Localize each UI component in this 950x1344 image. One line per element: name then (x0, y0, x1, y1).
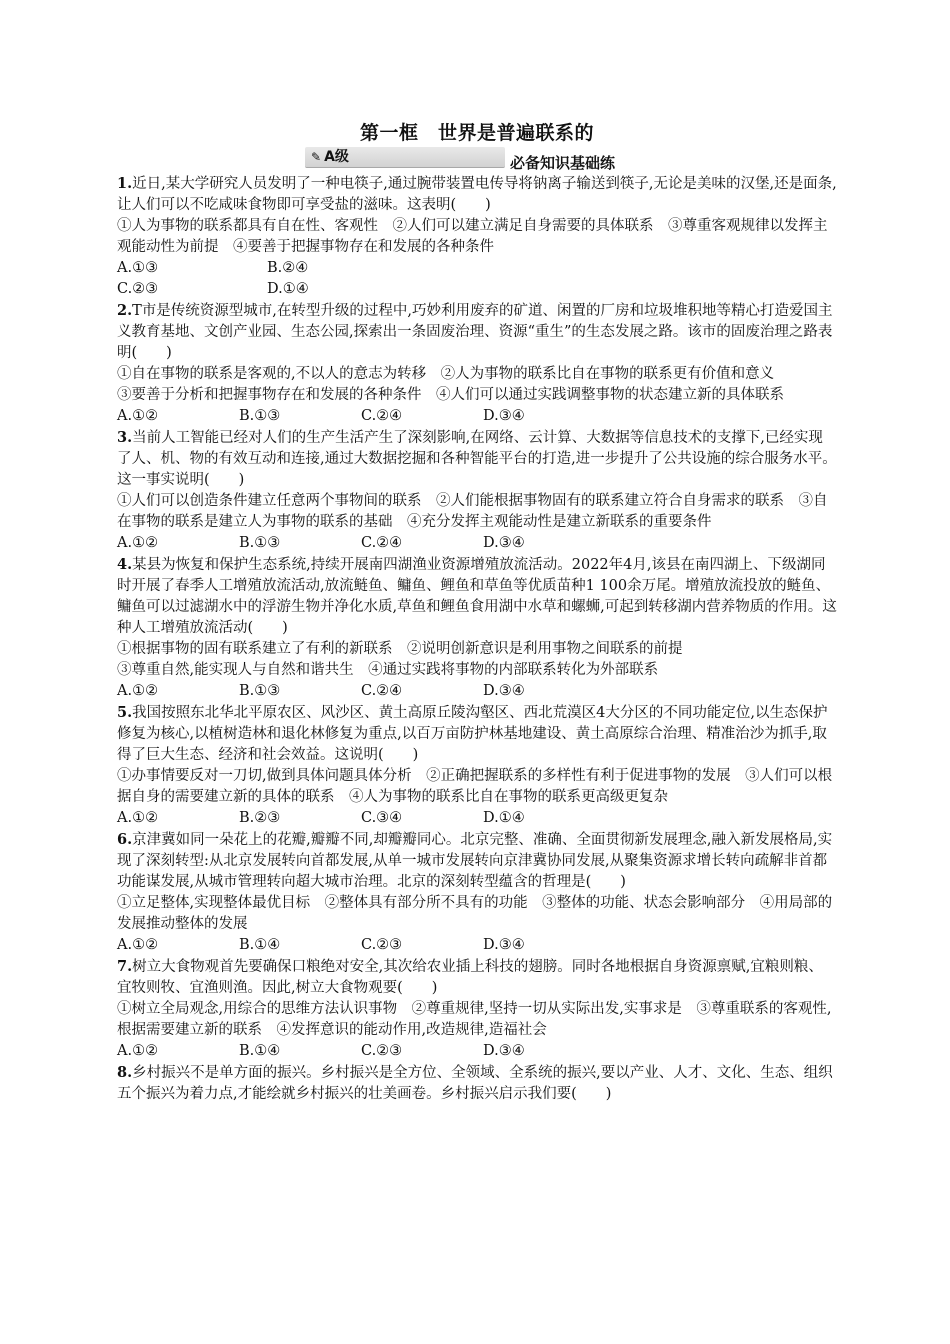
option-b[interactable]: B.①④ (239, 937, 281, 953)
question-8 (117, 1062, 837, 1105)
options-list (117, 406, 837, 427)
options-list (117, 258, 427, 300)
question-5 (117, 702, 837, 766)
options-list (117, 1041, 837, 1062)
option-d[interactable]: D.③④ (483, 408, 525, 424)
question-7 (117, 956, 837, 999)
question-2 (117, 300, 837, 364)
question-stem: 我国按照东北华北平原农区、风沙区、黄土高原丘陵沟壑区、西北荒漠区4大分区的不同功能定位,以生态保护修复为核心,以植树造林和退化林修复为重点,以百万亩防护林基地建设、黄土高原综合治理、精准治沙为抓手,取得了巨大生态、经济和社会效益。这说明( ) (117, 705, 828, 763)
question-number: 4. (117, 556, 133, 573)
question-stem: 树立大食物观首先要确保口粮绝对安全,其次给农业插上科技的翅膀。同时各地根据自身资源禀赋,宜粮则粮、宜牧则牧、宜渔则渔。因此,树立大食物观要( ) (117, 959, 823, 996)
question-4 (117, 554, 837, 639)
option-c[interactable]: C.②④ (361, 535, 403, 551)
option-d[interactable]: D.③④ (483, 683, 525, 699)
options-list (117, 935, 837, 956)
question-number: 2. (117, 302, 133, 319)
question-stem: 京津冀如同一朵花上的花瓣,瓣瓣不同,却瓣瓣同心。北京完整、准确、全面贯彻新发展理念,融入新发展格局,实现了深刻转型:从北京发展转向首都发展,从单一城市发展转向京津冀协同发展,从聚集资源求增长转向疏解非首都功能谋发展,从城市管理转向超大城市治理。北京的深刻转型蕴含的哲理是( ) (117, 832, 833, 890)
question-number: 8. (117, 1064, 133, 1081)
question-stem: 当前人工智能已经对人们的生产生活产生了深刻影响,在网络、云计算、大数据等信息技术的支撑下,已经实现了人、机、物的有效互动和连接,通过大数据挖掘和各种智能平台的打造,进一步提升了公共设施的综合服务水平。这一事实说明( ) (117, 430, 837, 488)
option-d[interactable]: D.③④ (483, 535, 525, 551)
option-c[interactable]: C.②③ (361, 937, 403, 953)
level-bar (117, 147, 837, 171)
option-d[interactable]: D.①④ (267, 281, 309, 297)
question-number: 6. (117, 831, 133, 848)
question-stem: T市是传统资源型城市,在转型升级的过程中,巧妙利用废弃的矿道、闲置的厂房和垃圾堆积地等精心打造爱国主义教育基地、文创产业园、生态公园,探索出一条固废治理、资源“重生”的生态发展之路。该市的固废治理之路表明( ) (117, 303, 833, 361)
question-statements-2: ③要善于分析和把握事物存在和发展的各种条件 ④人们可以通过实践调整事物的状态建立新的具体联系 (117, 387, 784, 403)
option-c[interactable]: C.②③ (117, 281, 159, 297)
option-d[interactable]: D.①④ (483, 810, 525, 826)
option-a[interactable]: A.①② (117, 683, 159, 699)
option-b[interactable]: B.①④ (239, 1043, 281, 1059)
option-c[interactable]: C.③④ (361, 810, 403, 826)
options-list (117, 533, 837, 554)
option-c[interactable]: C.②④ (361, 683, 403, 699)
question-stem: 近日,某大学研究人员发明了一种电筷子,通过腕带装置电传导将钠离子输送到筷子,无论是美味的汉堡,还是面条,让人们可以不吃咸味食物即可享受盐的滋味。这表明( ) (117, 176, 837, 213)
option-b[interactable]: B.①③ (239, 535, 281, 551)
question-1 (117, 173, 837, 216)
question-stem: 某县为恢复和保护生态系统,持续开展南四湖渔业资源增殖放流活动。2022年4月,该县在南四湖上、下级湖同时开展了春季人工增殖放流活动,放流鲢鱼、鳙鱼、鲤鱼和草鱼等优质苗种1 100余万尾。增殖放流投放的鲢鱼、鳙鱼可以过滤湖水中的浮游生物并净化水质,草鱼和鲤鱼食用湖中水草和螺蛳,可起到转移湖内营养物质的作用。这种人工增殖放流活动( ) (117, 557, 837, 636)
worksheet-page (117, 118, 837, 1105)
question-number: 1. (117, 175, 133, 192)
question-statements: ①自在事物的联系是客观的,不以人的意志为转移 ②人为事物的联系比自在事物的联系更有价值和意义 (117, 366, 775, 382)
level-badge-label: A级 (324, 149, 349, 165)
option-a[interactable]: A.①② (117, 1043, 159, 1059)
question-stem: 乡村振兴不是单方面的振兴。乡村振兴是全方位、全领域、全系统的振兴,要以产业、人才、文化、生态、组织五个振兴为着力点,才能绘就乡村振兴的壮美画卷。乡村振兴启示我们要( ) (117, 1065, 833, 1102)
option-a[interactable]: A.①③ (117, 260, 159, 276)
question-number: 5. (117, 704, 133, 721)
question-statements: ①人为事物的联系都具有自在性、客观性 ②人们可以建立满足自身需要的具体联系 ③尊重客观规律以发挥主观能动性为前提 ④要善于把握事物存在和发展的各种条件 (117, 218, 828, 255)
option-b[interactable]: B.①③ (239, 408, 281, 424)
question-statements-2: ③尊重自然,能实现人与自然和谐共生 ④通过实践将事物的内部联系转化为外部联系 (117, 662, 659, 678)
option-d[interactable]: D.③④ (483, 937, 525, 953)
question-6 (117, 829, 837, 893)
options-list (117, 808, 837, 829)
level-badge (305, 147, 505, 168)
question-statements: ①立足整体,实现整体最优目标 ②整体具有部分所不具有的功能 ③整体的功能、状态会影响部分 ④用局部的发展推动整体的发展 (117, 895, 833, 932)
option-b[interactable]: B.①③ (239, 683, 281, 699)
option-b[interactable]: B.②③ (239, 810, 281, 826)
question-statements: ①办事情要反对一刀切,做到具体问题具体分析 ②正确把握联系的多样性有利于促进事物的发展 ③人们可以根据自身的需要建立新的具体的联系 ④人为事物的联系比自在事物的联系更高级更复杂 (117, 768, 833, 805)
option-a[interactable]: A.①② (117, 937, 159, 953)
options-list (117, 681, 837, 702)
question-statements: ①人们可以创造条件建立任意两个事物间的联系 ②人们能根据事物固有的联系建立符合自身需求的联系 ③自在事物的联系是建立人为事物的联系的基础 ④充分发挥主观能动性是建立新联系的重要条件 (117, 493, 828, 530)
question-number: 7. (117, 958, 133, 975)
page-title: 第一框 世界是普遍联系的 (359, 122, 594, 144)
option-a[interactable]: A.①② (117, 535, 159, 551)
question-number: 3. (117, 429, 133, 446)
option-c[interactable]: C.②④ (361, 408, 403, 424)
option-a[interactable]: A.①② (117, 408, 159, 424)
question-3 (117, 427, 837, 491)
option-a[interactable]: A.①② (117, 810, 159, 826)
option-b[interactable]: B.②④ (267, 260, 309, 276)
option-c[interactable]: C.②③ (361, 1043, 403, 1059)
question-statements: ①根据事物的固有联系建立了有利的新联系 ②说明创新意识是利用事物之间联系的前提 (117, 641, 683, 657)
option-d[interactable]: D.③④ (483, 1043, 525, 1059)
pencil-icon: ✎ (311, 150, 322, 164)
level-subtitle: 必备知识基础练 (510, 154, 616, 172)
question-statements: ①树立全局观念,用综合的思维方法认识事物 ②尊重规律,坚持一切从实际出发,实事求是 ③尊重联系的客观性,根据需要建立新的联系 ④发挥意识的能动作用,改造规律,造福社会 (117, 1001, 832, 1038)
